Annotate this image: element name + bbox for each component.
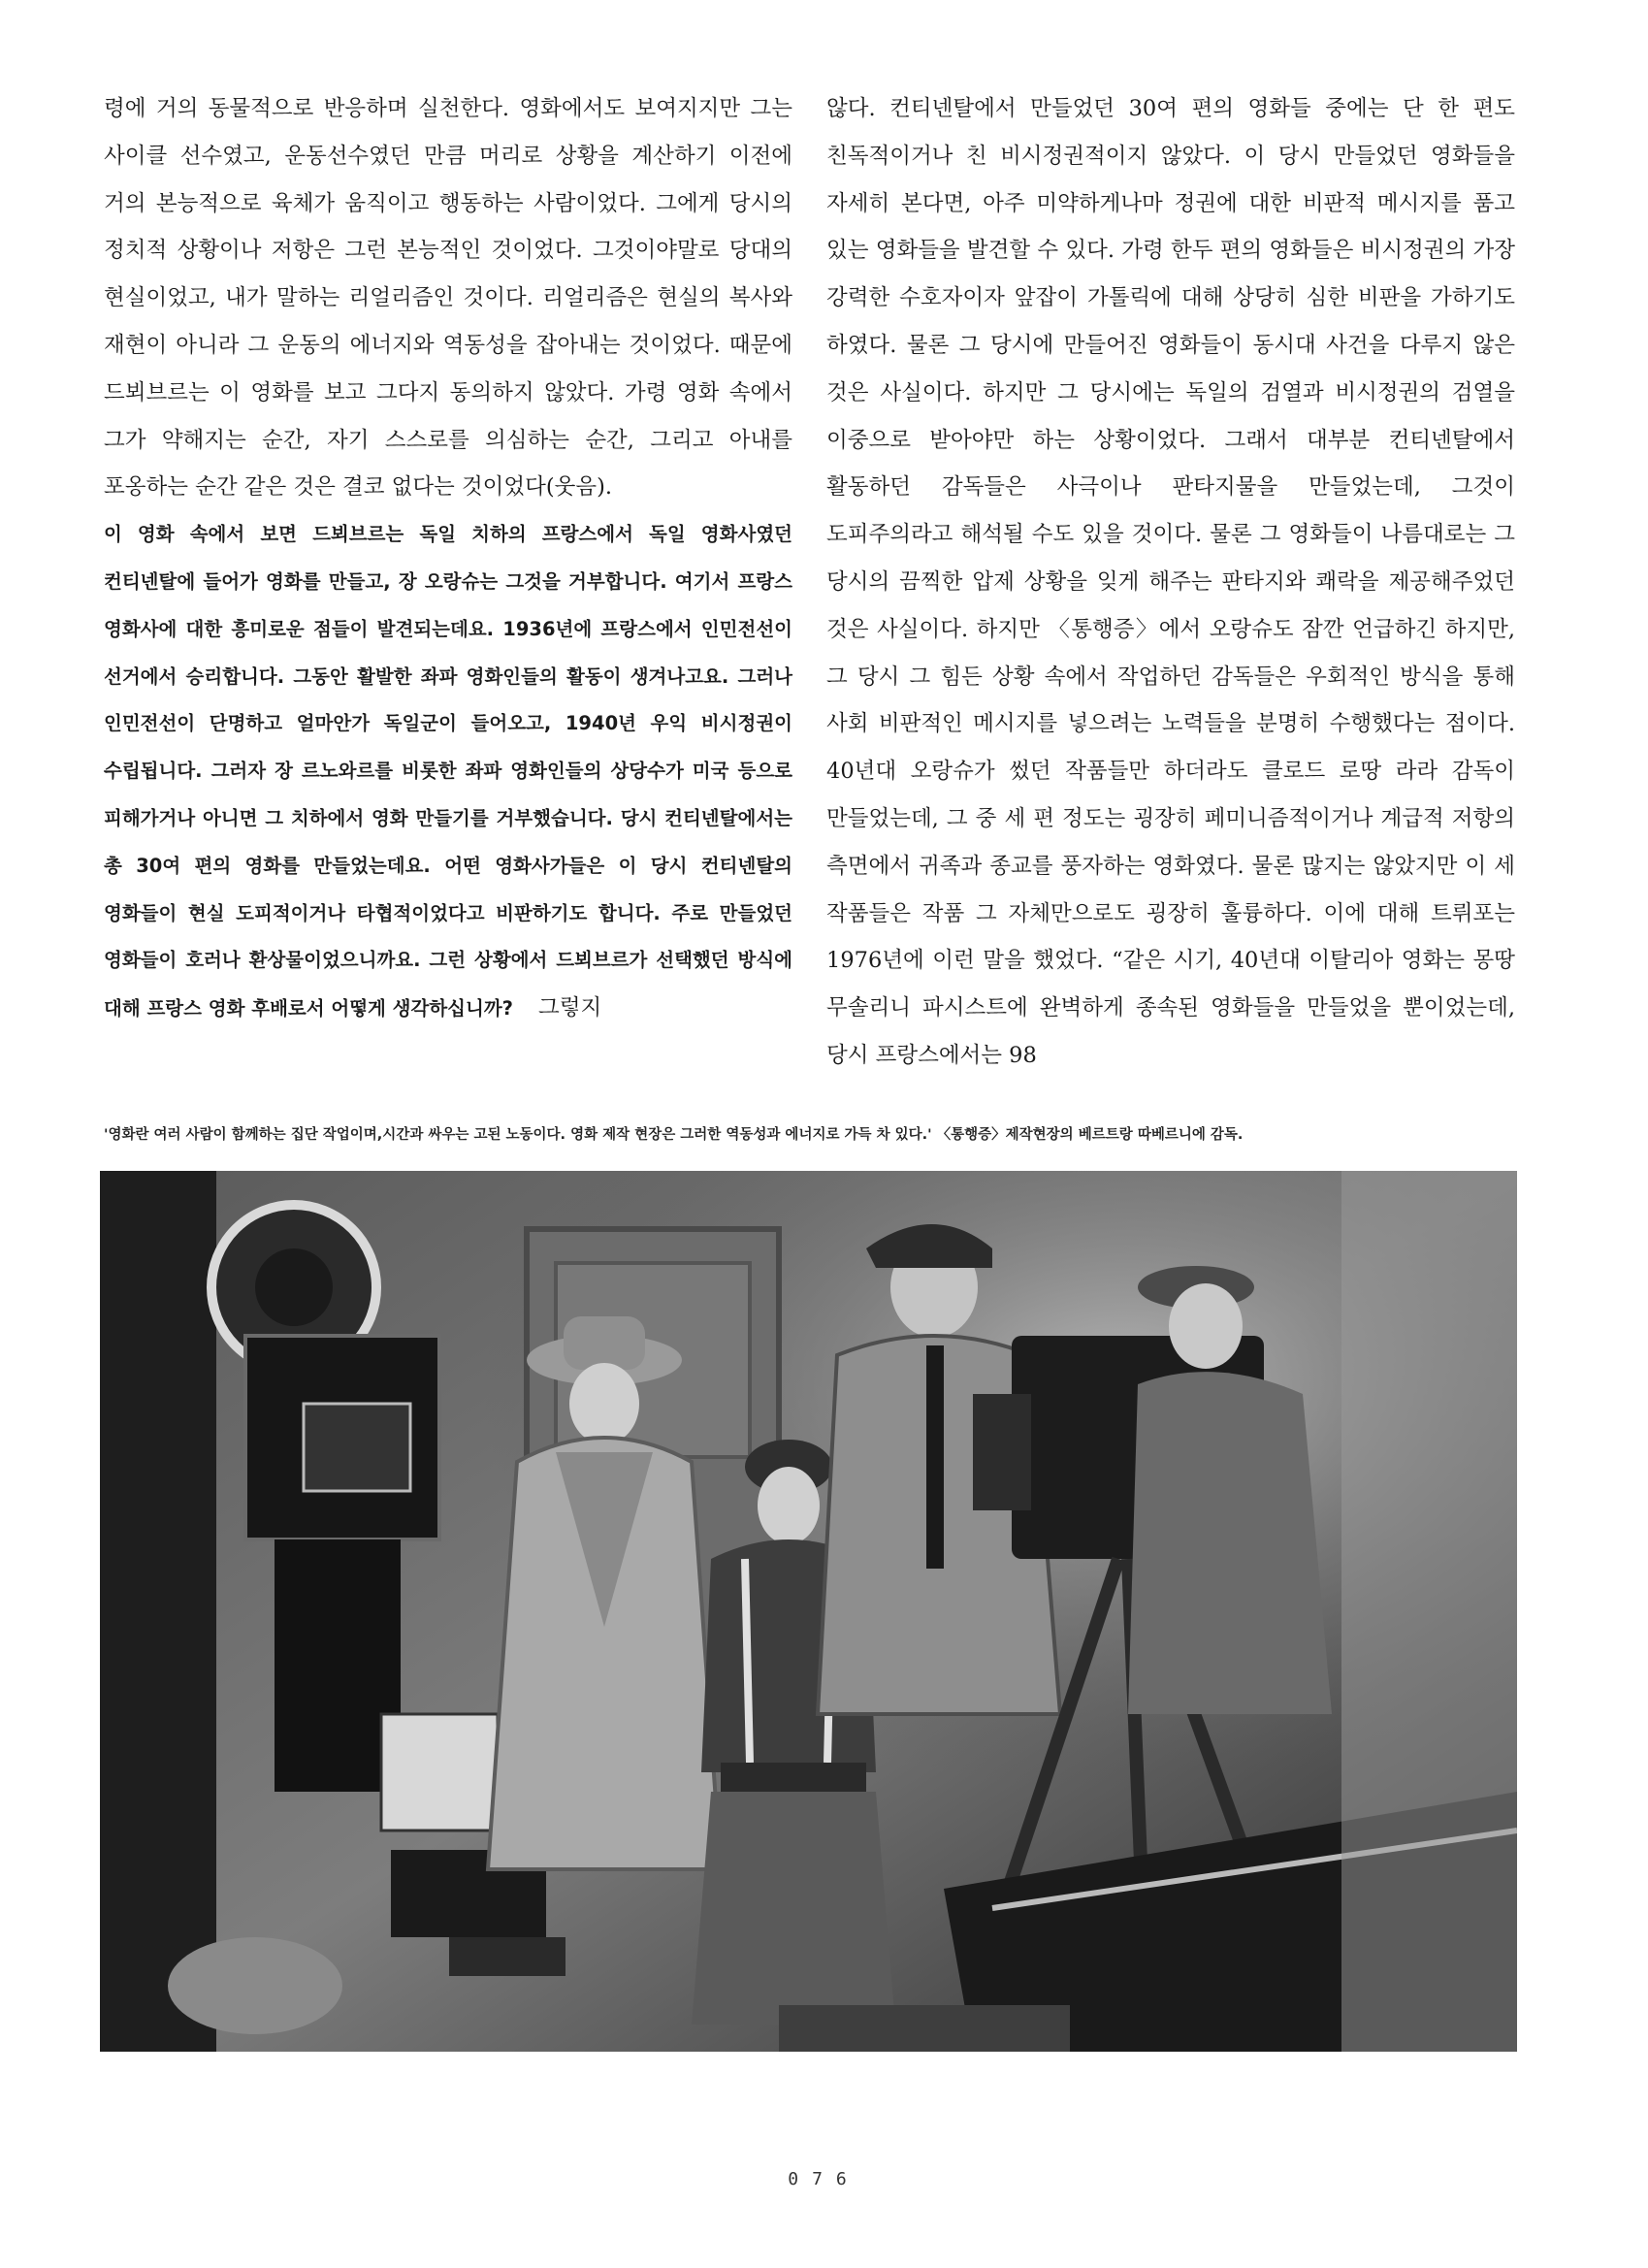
- answer-paragraph: 령에 거의 동물적으로 반응하며 실천한다. 영화에서도 보여지지만 그는 사이클 선수였고, 운동선수였던 만큼 머리로 상황을 계산하기 이전에 거의 본능적으로 육체가 움직이고 행동하는 사람이었다. 그에게 당시의 정치적 상황이나 저항은 그런 본능적인 것이었다. 그것이야말로 당대의 현실이었고, 내가 말하는 리얼리즘인 것이다. 리얼리즘은 현실의 복사와 재현이 아니라 그 운동의 에너지와 역동성을 잡아내는 것이었다. 때문에 드뵈브르는 이 영화를 보고 그다지 동의하지 않았다. 가령 영화 속에서 그가 약해지는 순간, 자기 스스로를 의심하는 순간, 그리고 아내를 포옹하는 순간 같은 것은 결코 없다는 것이었다(웃음).: [104, 96, 792, 501]
- photo-illustration: [100, 1171, 1517, 2052]
- interview-question: [104, 511, 792, 1033]
- answer-continuation: 않다. 컨티넨탈에서 만들었던 30여 편의 영화들 중에는 단 한 편도 친독적이거나 친 비시정권적이지 않았다. 이 당시 만들었던 영화들을 자세히 본다면, 아주 미약하게나마 정권에 대한 비판적 메시지를 품고 있는 영화들을 발견할 수 있다. 가령 한두 편의 영화들은 비시정권의 가장 강력한 수호자이자 앞잡이 가톨릭에 대해 상당히 심한 비판을 가하기도 하였다. 물론 그 당시에 만들어진 영화들이 동시대 사건을 다루지 않은 것은 사실이다. 하지만 그 당시에는 독일의 검열과 비시정권의 검열을 이중으로 받아야만 하는 상황이었다. 그래서 대부분 컨티넨탈에서 활동하던 감독들은 사극이나 판타지물을 만들었는데, 그것이 도피주의라고 해석될 수도 있을 것이다. 물론 그 영화들이 나름대로는 그 당시의 끔찍한 압제 상황을 잊게 해주는 판타지와 쾌락을 제공해주었던 것은 사실이다. 하지만 〈통행증〉에서 오랑슈도 잠깐 언급하긴 하지만, 그 당시 그 힘든 상황 속에서 작업하던 감독들은 우회적인 방식을 통해 사회 비판적인 메시지를 넣으려는 노력들을 분명히 수행했다는 점이다. 40년대 오랑슈가 썼던 작품들만 하더라도 클로드 로땅 라라 감독이 만들었는데, 그 중 세 편 정도는 굉장히 페미니즘적이거나 계급적 저항의 측면에서 귀족과 종교를 풍자하는 영화였다. 물론 많지는 않았지만 이 세 작품들은 작품 그 자체만으로도 굉장히 훌륭하다. 이에 대해 트뤼포는 1976년에 이런 말을 했었다. “같은 시기, 40년대 이탈리아 영화는 몽땅 무솔리니 파시스트에 완벽하게 종속된 영화들을 만들었을 뿐이었는데, 당시 프랑스에서는 98: [826, 96, 1515, 1068]
- film-set-photo: [100, 1171, 1517, 2052]
- page-number: 076: [788, 2169, 860, 2189]
- photo-caption: '영화란 여러 사람이 함께하는 집단 작업이며,시간과 싸우는 고된 노동이다. 영화 제작 현장은 그러한 역동성과 에너지로 가득 차 있다.' 〈통행증〉제작현장의 베르트랑 따베르니에 감독.: [104, 1127, 1244, 1143]
- question-text: 이 영화 속에서 보면 드뵈브르는 독일 치하의 프랑스에서 독일 영화사였던 컨티넨탈에 들어가 영화를 만들고, 장 오랑슈는 그것을 거부합니다. 여기서 프랑스 영화사에 대한 흥미로운 점들이 발견되는데요. 1936년에 프랑스에서 인민전선이 선거에서 승리합니다. 그동안 활발한 좌파 영화인들의 활동이 생겨나고요. 그러나 인민전선이 단명하고 얼마안가 독일군이 들어오고, 1940년 우익 비시정권이 수립됩니다. 그러자 장 르노와르를 비롯한 좌파 영화인들의 상당수가 미국 등으로 피해가거나 아니면 그 치하에서 영화 만들기를 거부했습니다. 당시 컨티넨탈에서는 총 30여 편의 영화를 만들었는데요. 어떤 영화사가들은 이 당시 컨티넨탈의 영화들이 현실 도피적이거나 타협적이었다고 비판하기도 합니다. 주로 만들었던 영화들이 호러나 환상물이었으니까요. 그런 상황에서 드뵈브르가 선택했던 방식에 대해 프랑스 영화 후배로서 어떻게 생각하십니까?: [104, 523, 792, 1021]
- right-column: [826, 85, 1515, 1080]
- answer-start: 그렇지: [538, 995, 602, 1021]
- left-column: [104, 85, 792, 1033]
